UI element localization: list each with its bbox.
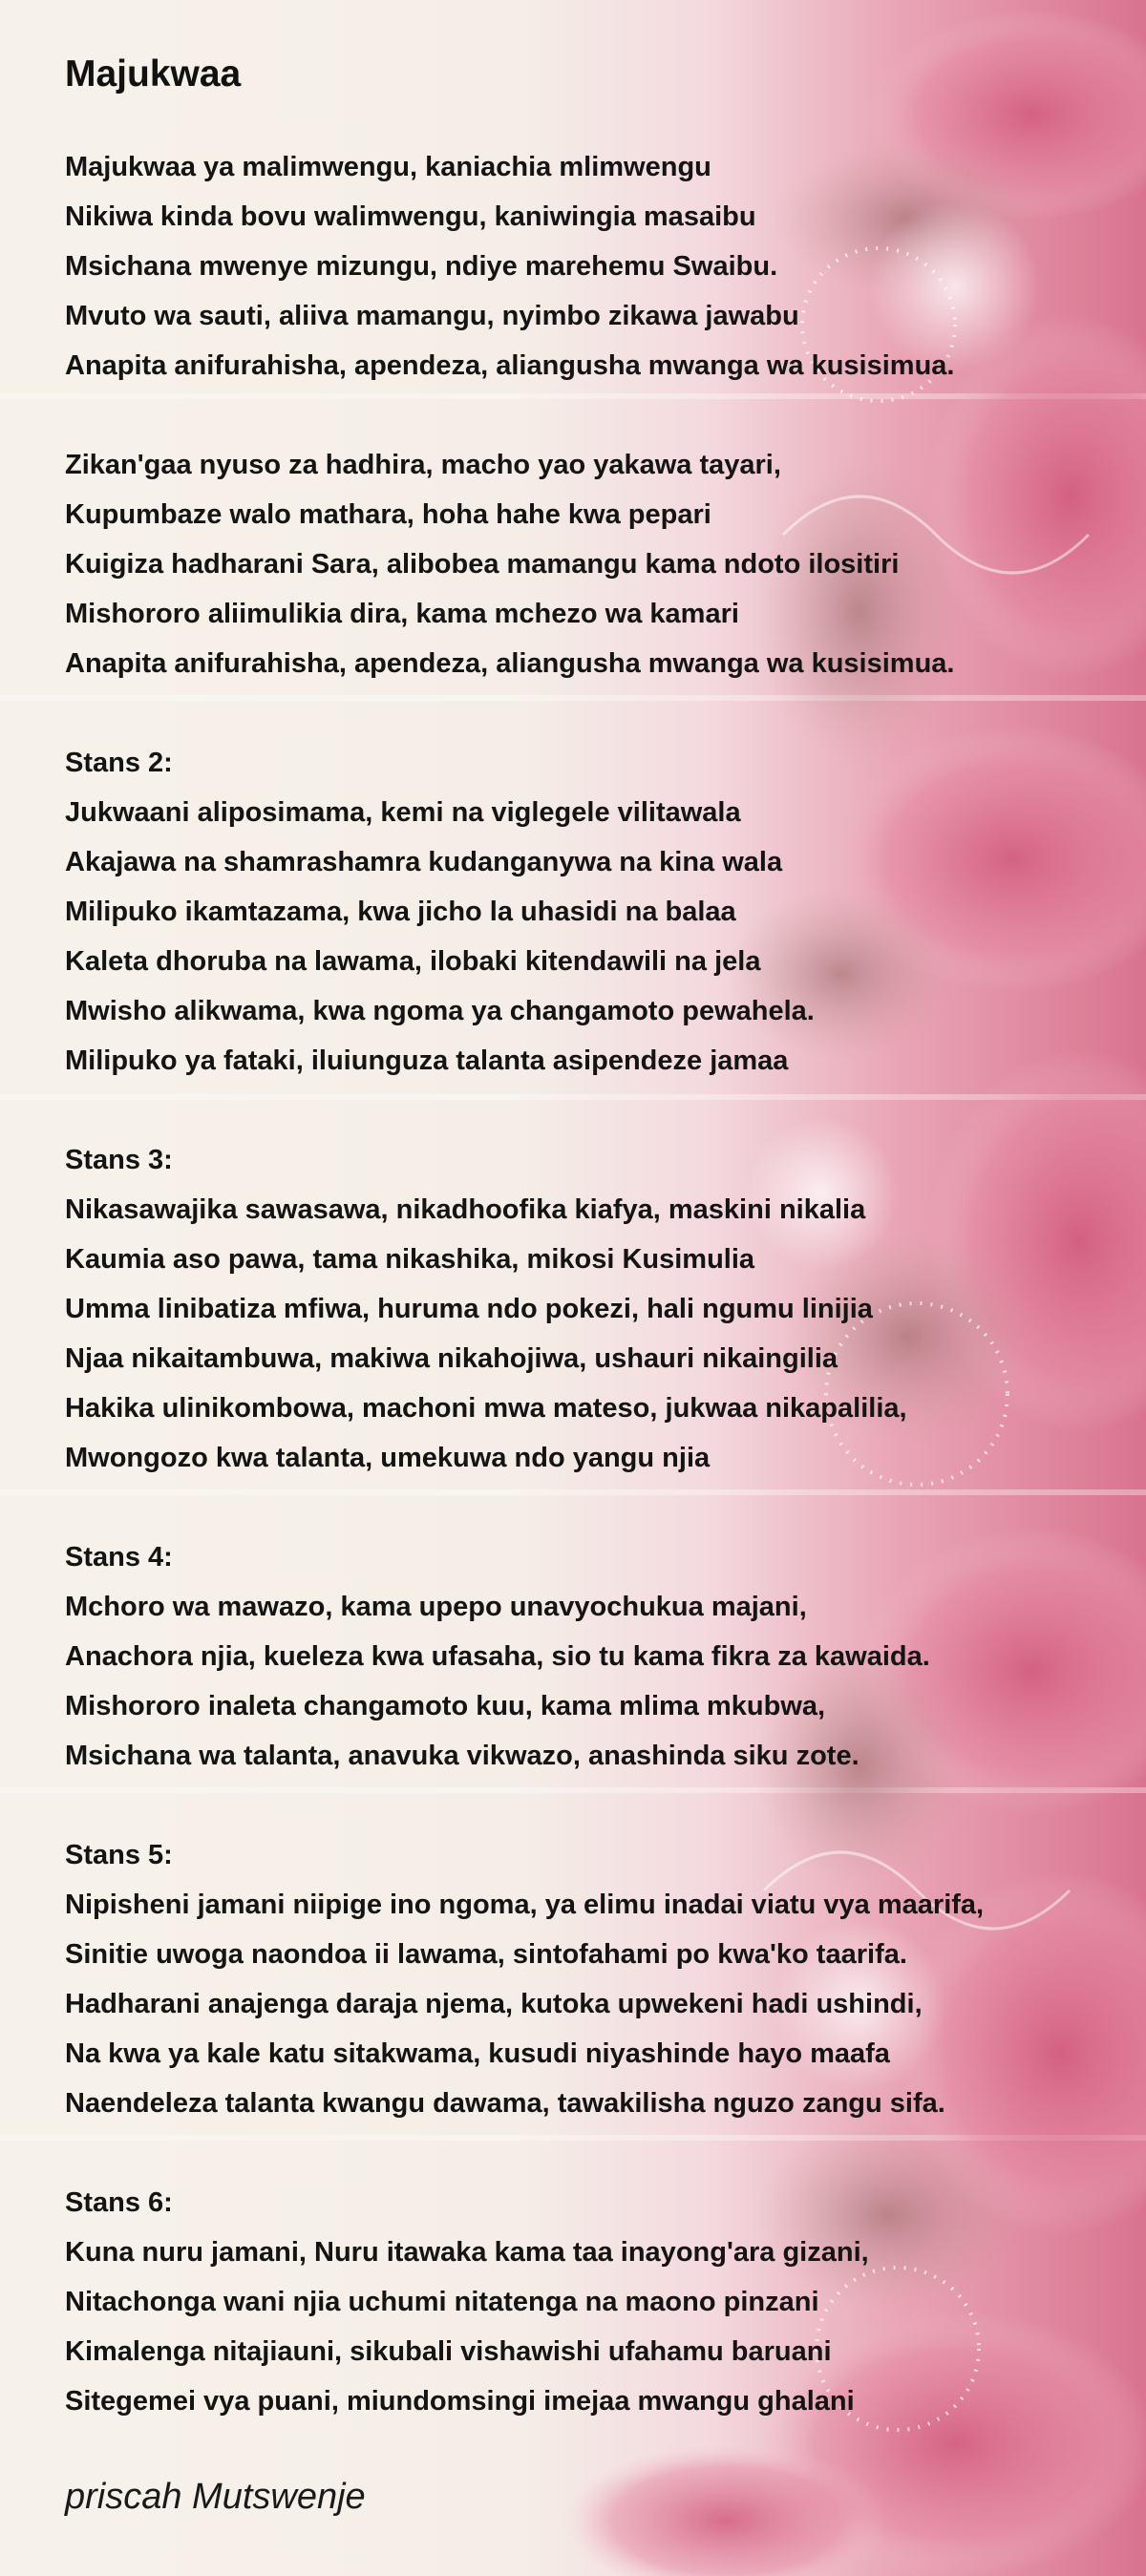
poem-line: Nikiwa kinda bovu walimwengu, kaniwingia masaibu xyxy=(65,201,756,232)
poem-line: Hadharani anajenga daraja njema, kutoka upwekeni hadi ushindi, xyxy=(65,1989,923,2019)
poem-line: Anachora njia, kueleza kwa ufasaha, sio tu kama fikra za kawaida. xyxy=(65,1641,930,1672)
poem-line: Kaleta dhoruba na lawama, ilobaki kitendawili na jela xyxy=(65,946,761,977)
poem-line: Mwongozo kwa talanta, umekuwa ndo yangu njia xyxy=(65,1443,711,1473)
poem-line: Anapita anifurahisha, apendeza, aliangusha mwanga wa kusisimua. xyxy=(65,648,955,679)
poem-line: Sinitie uwoga naondoa ii lawama, sintofahami po kwa'ko taarifa. xyxy=(65,1939,907,1970)
poem-line: Msichana mwenye mizungu, ndiye marehemu Swaibu. xyxy=(65,251,778,282)
stanza-5 xyxy=(65,1532,930,1781)
poem-line: Milipuko ikamtazama, kwa jicho la uhasidi na balaa xyxy=(65,897,736,927)
stanza-7 xyxy=(65,2178,869,2426)
poem-line: Jukwaani aliposimama, kemi na viglegele vilitawala xyxy=(65,797,741,828)
poem-line: Msichana wa talanta, anavuka vikwazo, anashinda siku zote. xyxy=(65,1741,860,1771)
poem-line: Na kwa ya kale katu sitakwama, kusudi niyashinde hayo maafa xyxy=(65,2038,890,2069)
stanza-3 xyxy=(65,738,815,1086)
stanza-2 xyxy=(65,440,954,688)
poem-line: Milipuko ya fataki, iluiunguza talanta asipendeze jamaa xyxy=(65,1045,789,1076)
poem-line: Zikan'gaa nyuso za hadhira, macho yao yakawa tayari, xyxy=(65,450,781,480)
stanza-heading: Stans 4: xyxy=(65,1542,173,1573)
poem-line: Nipisheni jamani niipige ino ngoma, ya elimu inadai viatu vya maarifa, xyxy=(65,1890,985,1920)
poem-line: Umma linibatiza mfiwa, huruma ndo pokezi, hali ngumu linijia xyxy=(65,1294,873,1324)
poem-title: Majukwaa xyxy=(65,53,242,95)
poem-line: Njaa nikaitambuwa, makiwa nikahojiwa, ushauri nikaingilia xyxy=(65,1343,838,1374)
poem-line: Kimalenga nitajiauni, sikubali vishawishi ufahamu baruani xyxy=(65,2336,832,2367)
poem-line: Kuigiza hadharani Sara, alibobea mamangu kama ndoto ilositiri xyxy=(65,549,900,580)
stanza-1 xyxy=(65,142,954,391)
stanza-heading: Stans 3: xyxy=(65,1145,173,1175)
stanza-6 xyxy=(65,1830,984,2128)
poem-line: Naendeleza talanta kwangu dawama, tawakilisha nguzo zangu sifa. xyxy=(65,2088,945,2119)
poem-line: Nitachonga wani njia uchumi nitatenga na maono pinzani xyxy=(65,2287,819,2317)
poem-line: Nikasawajika sawasawa, nikadhoofika kiafya, maskini nikalia xyxy=(65,1194,866,1225)
stanza-heading: Stans 5: xyxy=(65,1840,173,1870)
poem-line: Sitegemei vya puani, miundomsingi imejaa mwangu ghalani xyxy=(65,2386,855,2417)
stanza-heading: Stans 6: xyxy=(65,2187,173,2218)
poem-line: Anapita anifurahisha, apendeza, aliangusha mwanga wa kusisimua. xyxy=(65,350,955,381)
stanza-heading: Stans 2: xyxy=(65,748,173,778)
poem-line: Mvuto wa sauti, aliiva mamangu, nyimbo zikawa jawabu xyxy=(65,301,799,331)
poem-line: Majukwaa ya malimwengu, kaniachia mlimwengu xyxy=(65,152,711,182)
poem-line: Akajawa na shamrashamra kudanganywa na kina wala xyxy=(65,847,783,877)
poem-line: Hakika ulinikombowa, machoni mwa mateso, jukwaa nikapalilia, xyxy=(65,1393,907,1424)
poem-line: Mwisho alikwama, kwa ngoma ya changamoto pewahela. xyxy=(65,996,815,1026)
poem-line: Kaumia aso pawa, tama nikashika, mikosi Kusimulia xyxy=(65,1244,755,1275)
poem-line: Mishororo inaleta changamoto kuu, kama mlima mkubwa, xyxy=(65,1691,826,1721)
stanza-4 xyxy=(65,1135,907,1483)
poem-line: Kupumbaze walo mathara, hoha hahe kwa pepari xyxy=(65,499,711,530)
poem-line: Mchoro wa mawazo, kama upepo unavyochukua majani, xyxy=(65,1592,807,1622)
poem-line: Mishororo aliimulikia dira, kama mchezo wa kamari xyxy=(65,599,739,629)
poem-line: Kuna nuru jamani, Nuru itawaka kama taa inayong'ara gizani, xyxy=(65,2237,869,2268)
poem-author: priscah Mutswenje xyxy=(65,2477,366,2517)
